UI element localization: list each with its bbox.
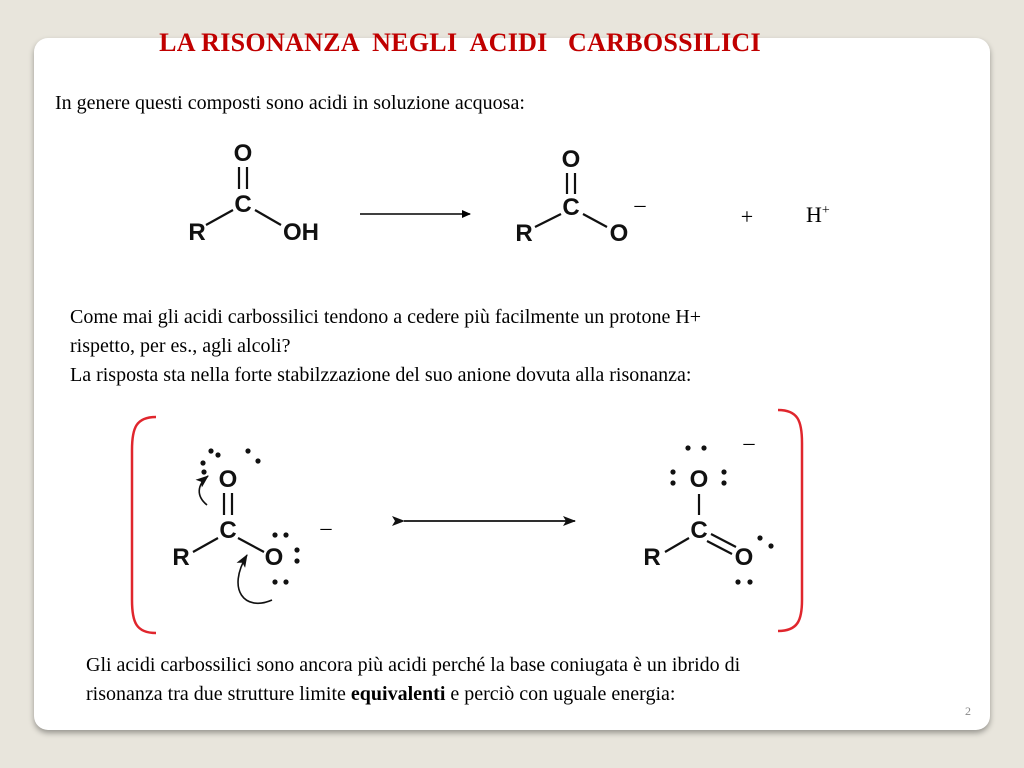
anion-r-group: R (515, 220, 533, 247)
left-resonance-bracket (132, 417, 156, 633)
intro-text: In genere questi composti sono acidi in soluzione acquosa: (55, 92, 525, 114)
left-r-bond (193, 538, 218, 552)
acid-oh-bond (255, 210, 281, 225)
carboxylic-acid-structure (188, 140, 319, 246)
conclusion-emphasis: equivalenti (350, 683, 446, 705)
left-oxygen-single: O (264, 544, 284, 571)
anion-negative-charge: _ (634, 184, 646, 209)
anion-oxygen-single: O (609, 220, 629, 247)
question-line-2: rispetto, per es., agli alcoli? (70, 335, 291, 357)
right-carbon: C (690, 517, 708, 544)
slide-title: LA RISONANZA NEGLI ACIDI CARBOSSILICI (159, 28, 761, 57)
right-negative-charge: _ (743, 422, 755, 447)
answer-line: La risposta sta nella forte stabilzzazione del suo anione dovuta alla risonanza: (70, 364, 692, 386)
left-r-group: R (172, 544, 190, 571)
right-oxygen-double: O (734, 544, 754, 571)
anion-r-bond (535, 214, 561, 227)
resonance-structure-right (643, 422, 773, 585)
proton-letter: H (806, 202, 822, 227)
electron-push-arrow-up (199, 476, 208, 505)
proton-charge: + (821, 203, 830, 218)
conclusion-line-1: Gli acidi carbossilici sono ancora più acidi perché la base coniugata è un ibrido di (86, 654, 741, 676)
plus-sign: + (740, 204, 754, 229)
left-o-bond (238, 538, 264, 552)
question-line-1: Come mai gli acidi carbossilici tendono a cedere più facilmente un protone H+ (70, 306, 702, 328)
conclusion-line-2-start: risonanza tra due strutture limite (86, 683, 351, 705)
right-r-bond (665, 538, 689, 552)
left-oxygen-double: O (218, 466, 238, 493)
conclusion-line-2-end: e perciò con uguale energia: (445, 683, 676, 705)
anion-carbon: C (562, 194, 580, 221)
resonance-structure-left (172, 448, 332, 603)
acid-oxygen-double: O (233, 140, 253, 167)
acid-hydroxyl: OH (283, 219, 319, 246)
acid-r-group: R (188, 219, 206, 246)
right-oxygen-single: O (689, 466, 709, 493)
acid-r-bond (206, 210, 233, 225)
left-negative-charge: _ (320, 507, 332, 532)
carboxylate-anion-structure (515, 146, 646, 247)
right-resonance-bracket (778, 410, 802, 631)
right-r-group: R (643, 544, 661, 571)
proton-symbol (806, 202, 830, 227)
acid-carbon: C (234, 191, 252, 218)
anion-o-bond (583, 214, 607, 227)
anion-oxygen-double: O (561, 146, 581, 173)
left-carbon: C (219, 517, 237, 544)
slide-number: 2 (965, 704, 971, 718)
